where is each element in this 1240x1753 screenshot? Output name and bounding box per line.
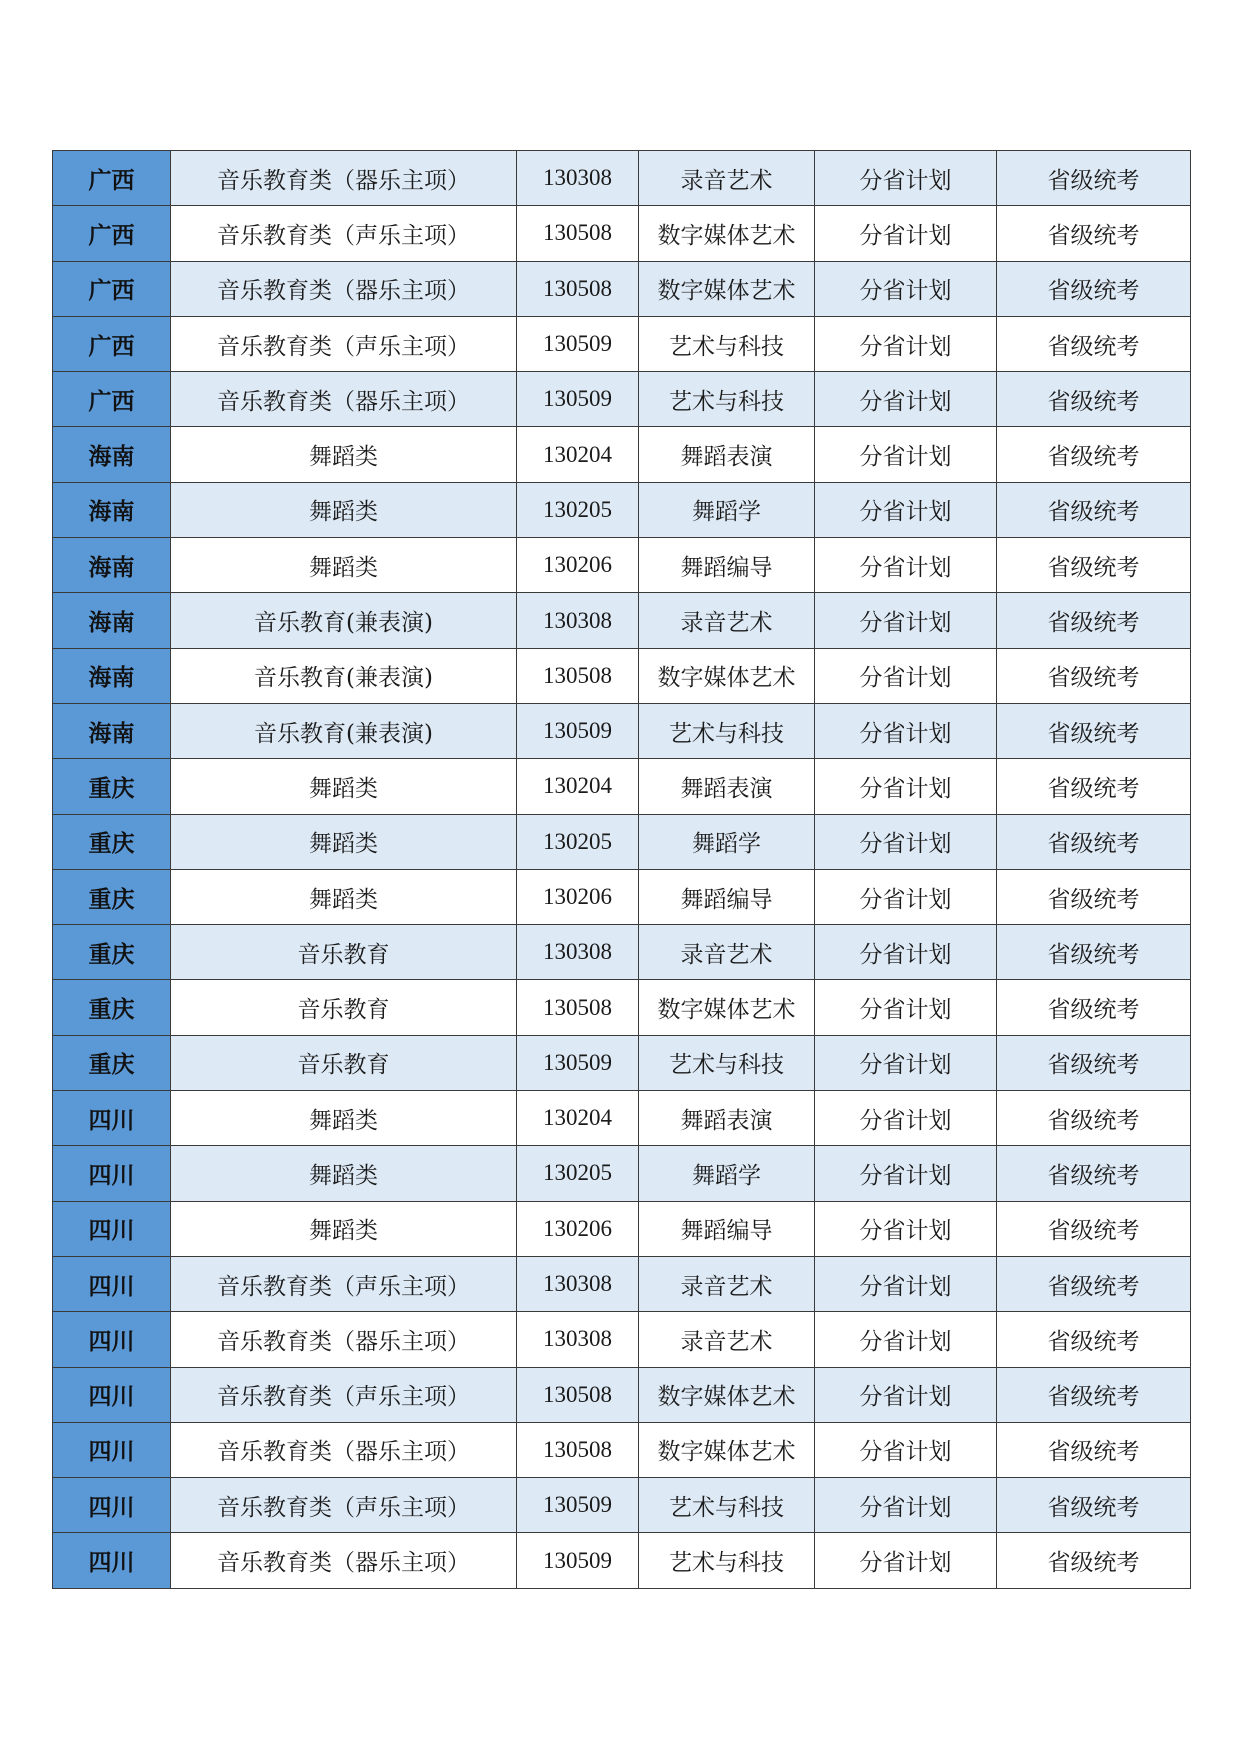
province-cell: 重庆 — [53, 814, 171, 869]
province-cell: 重庆 — [53, 1035, 171, 1090]
category-cell: 音乐教育(兼表演) — [171, 593, 517, 648]
category-cell: 音乐教育(兼表演) — [171, 703, 517, 758]
category-cell: 舞蹈类 — [171, 759, 517, 814]
major-name-cell: 艺术与科技 — [639, 1533, 815, 1588]
table-row — [53, 1312, 1191, 1367]
province-cell: 重庆 — [53, 925, 171, 980]
plan-type-cell: 分省计划 — [815, 703, 997, 758]
province-cell: 广西 — [53, 372, 171, 427]
exam-type-cell: 省级统考 — [997, 1533, 1191, 1588]
exam-type-cell: 省级统考 — [997, 1146, 1191, 1201]
exam-type-cell: 省级统考 — [997, 261, 1191, 316]
table-row — [53, 482, 1191, 537]
exam-type-cell: 省级统考 — [997, 593, 1191, 648]
admissions-table — [52, 150, 1191, 1589]
table-body — [53, 151, 1191, 1589]
major-code-cell: 130205 — [517, 1146, 639, 1201]
category-cell: 舞蹈类 — [171, 869, 517, 924]
major-name-cell: 艺术与科技 — [639, 1478, 815, 1533]
table-row — [53, 869, 1191, 924]
plan-type-cell: 分省计划 — [815, 427, 997, 482]
major-name-cell: 舞蹈编导 — [639, 869, 815, 924]
table-row — [53, 703, 1191, 758]
table-row — [53, 538, 1191, 593]
major-code-cell: 130508 — [517, 206, 639, 261]
category-cell: 音乐教育类（器乐主项） — [171, 261, 517, 316]
table-row — [53, 1091, 1191, 1146]
major-code-cell: 130508 — [517, 1367, 639, 1422]
major-code-cell: 130508 — [517, 980, 639, 1035]
category-cell: 舞蹈类 — [171, 1146, 517, 1201]
category-cell: 音乐教育类（声乐主项） — [171, 1256, 517, 1311]
category-cell: 舞蹈类 — [171, 427, 517, 482]
plan-type-cell: 分省计划 — [815, 593, 997, 648]
plan-type-cell: 分省计划 — [815, 261, 997, 316]
table-row — [53, 316, 1191, 371]
province-cell: 海南 — [53, 648, 171, 703]
exam-type-cell: 省级统考 — [997, 1091, 1191, 1146]
table-row — [53, 648, 1191, 703]
major-code-cell: 130308 — [517, 593, 639, 648]
major-name-cell: 舞蹈编导 — [639, 1201, 815, 1256]
major-name-cell: 艺术与科技 — [639, 1035, 815, 1090]
table-row — [53, 1201, 1191, 1256]
province-cell: 四川 — [53, 1422, 171, 1477]
exam-type-cell: 省级统考 — [997, 980, 1191, 1035]
province-cell: 四川 — [53, 1478, 171, 1533]
exam-type-cell: 省级统考 — [997, 869, 1191, 924]
major-code-cell: 130206 — [517, 869, 639, 924]
province-cell: 海南 — [53, 703, 171, 758]
major-code-cell: 130204 — [517, 427, 639, 482]
major-name-cell: 数字媒体艺术 — [639, 980, 815, 1035]
major-name-cell: 舞蹈编导 — [639, 538, 815, 593]
exam-type-cell: 省级统考 — [997, 538, 1191, 593]
major-code-cell: 130509 — [517, 1533, 639, 1588]
province-cell: 重庆 — [53, 759, 171, 814]
province-cell: 海南 — [53, 593, 171, 648]
category-cell: 音乐教育类（声乐主项） — [171, 1367, 517, 1422]
exam-type-cell: 省级统考 — [997, 1422, 1191, 1477]
province-cell: 四川 — [53, 1146, 171, 1201]
exam-type-cell: 省级统考 — [997, 482, 1191, 537]
category-cell: 舞蹈类 — [171, 482, 517, 537]
major-code-cell: 130206 — [517, 538, 639, 593]
major-code-cell: 130508 — [517, 261, 639, 316]
table-row — [53, 980, 1191, 1035]
province-cell: 海南 — [53, 538, 171, 593]
exam-type-cell: 省级统考 — [997, 648, 1191, 703]
plan-type-cell: 分省计划 — [815, 869, 997, 924]
plan-type-cell: 分省计划 — [815, 151, 997, 206]
exam-type-cell: 省级统考 — [997, 814, 1191, 869]
table-row — [53, 1367, 1191, 1422]
table-row — [53, 1422, 1191, 1477]
major-code-cell: 130308 — [517, 1256, 639, 1311]
category-cell: 音乐教育(兼表演) — [171, 648, 517, 703]
plan-type-cell: 分省计划 — [815, 1091, 997, 1146]
category-cell: 舞蹈类 — [171, 538, 517, 593]
category-cell: 音乐教育类（声乐主项） — [171, 206, 517, 261]
exam-type-cell: 省级统考 — [997, 1035, 1191, 1090]
major-name-cell: 数字媒体艺术 — [639, 648, 815, 703]
major-name-cell: 录音艺术 — [639, 593, 815, 648]
major-code-cell: 130509 — [517, 316, 639, 371]
table-row — [53, 1478, 1191, 1533]
plan-type-cell: 分省计划 — [815, 980, 997, 1035]
table-row — [53, 151, 1191, 206]
exam-type-cell: 省级统考 — [997, 925, 1191, 980]
table-row — [53, 814, 1191, 869]
province-cell: 四川 — [53, 1256, 171, 1311]
major-code-cell: 130205 — [517, 482, 639, 537]
plan-type-cell: 分省计划 — [815, 1533, 997, 1588]
table-row — [53, 593, 1191, 648]
category-cell: 音乐教育类（器乐主项） — [171, 151, 517, 206]
province-cell: 重庆 — [53, 869, 171, 924]
table-row — [53, 925, 1191, 980]
major-code-cell: 130509 — [517, 703, 639, 758]
province-cell: 海南 — [53, 482, 171, 537]
major-name-cell: 舞蹈表演 — [639, 1091, 815, 1146]
major-code-cell: 130509 — [517, 372, 639, 427]
province-cell: 四川 — [53, 1367, 171, 1422]
major-name-cell: 数字媒体艺术 — [639, 1422, 815, 1477]
exam-type-cell: 省级统考 — [997, 1312, 1191, 1367]
plan-type-cell: 分省计划 — [815, 482, 997, 537]
plan-type-cell: 分省计划 — [815, 1035, 997, 1090]
major-code-cell: 130508 — [517, 648, 639, 703]
plan-type-cell: 分省计划 — [815, 1422, 997, 1477]
plan-type-cell: 分省计划 — [815, 316, 997, 371]
table-row — [53, 427, 1191, 482]
exam-type-cell: 省级统考 — [997, 206, 1191, 261]
major-name-cell: 舞蹈学 — [639, 814, 815, 869]
province-cell: 广西 — [53, 261, 171, 316]
exam-type-cell: 省级统考 — [997, 1256, 1191, 1311]
exam-type-cell: 省级统考 — [997, 759, 1191, 814]
plan-type-cell: 分省计划 — [815, 1146, 997, 1201]
category-cell: 音乐教育 — [171, 1035, 517, 1090]
table-row — [53, 261, 1191, 316]
plan-type-cell: 分省计划 — [815, 1201, 997, 1256]
major-code-cell: 130308 — [517, 151, 639, 206]
category-cell: 音乐教育类（器乐主项） — [171, 1312, 517, 1367]
category-cell: 音乐教育类（声乐主项） — [171, 1478, 517, 1533]
major-name-cell: 舞蹈学 — [639, 1146, 815, 1201]
major-code-cell: 130206 — [517, 1201, 639, 1256]
exam-type-cell: 省级统考 — [997, 1201, 1191, 1256]
province-cell: 广西 — [53, 316, 171, 371]
category-cell: 音乐教育 — [171, 925, 517, 980]
plan-type-cell: 分省计划 — [815, 1312, 997, 1367]
exam-type-cell: 省级统考 — [997, 1478, 1191, 1533]
major-code-cell: 130205 — [517, 814, 639, 869]
category-cell: 舞蹈类 — [171, 1091, 517, 1146]
major-name-cell: 艺术与科技 — [639, 316, 815, 371]
major-name-cell: 录音艺术 — [639, 151, 815, 206]
table-row — [53, 1035, 1191, 1090]
province-cell: 海南 — [53, 427, 171, 482]
category-cell: 音乐教育类（器乐主项） — [171, 1422, 517, 1477]
table-row — [53, 1146, 1191, 1201]
plan-type-cell: 分省计划 — [815, 648, 997, 703]
major-name-cell: 录音艺术 — [639, 1312, 815, 1367]
plan-type-cell: 分省计划 — [815, 206, 997, 261]
table-row — [53, 372, 1191, 427]
category-cell: 音乐教育类（器乐主项） — [171, 1533, 517, 1588]
exam-type-cell: 省级统考 — [997, 703, 1191, 758]
major-name-cell: 录音艺术 — [639, 925, 815, 980]
plan-type-cell: 分省计划 — [815, 925, 997, 980]
category-cell: 音乐教育 — [171, 980, 517, 1035]
plan-type-cell: 分省计划 — [815, 814, 997, 869]
major-code-cell: 130509 — [517, 1478, 639, 1533]
plan-type-cell: 分省计划 — [815, 1478, 997, 1533]
major-name-cell: 数字媒体艺术 — [639, 206, 815, 261]
province-cell: 四川 — [53, 1312, 171, 1367]
major-name-cell: 舞蹈表演 — [639, 759, 815, 814]
plan-type-cell: 分省计划 — [815, 538, 997, 593]
major-code-cell: 130204 — [517, 1091, 639, 1146]
major-name-cell: 艺术与科技 — [639, 372, 815, 427]
major-name-cell: 舞蹈表演 — [639, 427, 815, 482]
exam-type-cell: 省级统考 — [997, 316, 1191, 371]
category-cell: 音乐教育类（声乐主项） — [171, 316, 517, 371]
province-cell: 广西 — [53, 151, 171, 206]
table-row — [53, 759, 1191, 814]
province-cell: 广西 — [53, 206, 171, 261]
major-code-cell: 130508 — [517, 1422, 639, 1477]
major-code-cell: 130509 — [517, 1035, 639, 1090]
major-code-cell: 130204 — [517, 759, 639, 814]
major-name-cell: 舞蹈学 — [639, 482, 815, 537]
table-row — [53, 206, 1191, 261]
plan-type-cell: 分省计划 — [815, 1256, 997, 1311]
province-cell: 四川 — [53, 1533, 171, 1588]
category-cell: 舞蹈类 — [171, 1201, 517, 1256]
table-row — [53, 1533, 1191, 1588]
province-cell: 四川 — [53, 1201, 171, 1256]
exam-type-cell: 省级统考 — [997, 1367, 1191, 1422]
major-code-cell: 130308 — [517, 925, 639, 980]
major-code-cell: 130308 — [517, 1312, 639, 1367]
exam-type-cell: 省级统考 — [997, 372, 1191, 427]
major-name-cell: 数字媒体艺术 — [639, 261, 815, 316]
table-row — [53, 1256, 1191, 1311]
exam-type-cell: 省级统考 — [997, 427, 1191, 482]
major-name-cell: 艺术与科技 — [639, 703, 815, 758]
plan-type-cell: 分省计划 — [815, 372, 997, 427]
exam-type-cell: 省级统考 — [997, 151, 1191, 206]
plan-type-cell: 分省计划 — [815, 1367, 997, 1422]
category-cell: 舞蹈类 — [171, 814, 517, 869]
province-cell: 四川 — [53, 1091, 171, 1146]
major-name-cell: 数字媒体艺术 — [639, 1367, 815, 1422]
plan-type-cell: 分省计划 — [815, 759, 997, 814]
province-cell: 重庆 — [53, 980, 171, 1035]
category-cell: 音乐教育类（器乐主项） — [171, 372, 517, 427]
major-name-cell: 录音艺术 — [639, 1256, 815, 1311]
